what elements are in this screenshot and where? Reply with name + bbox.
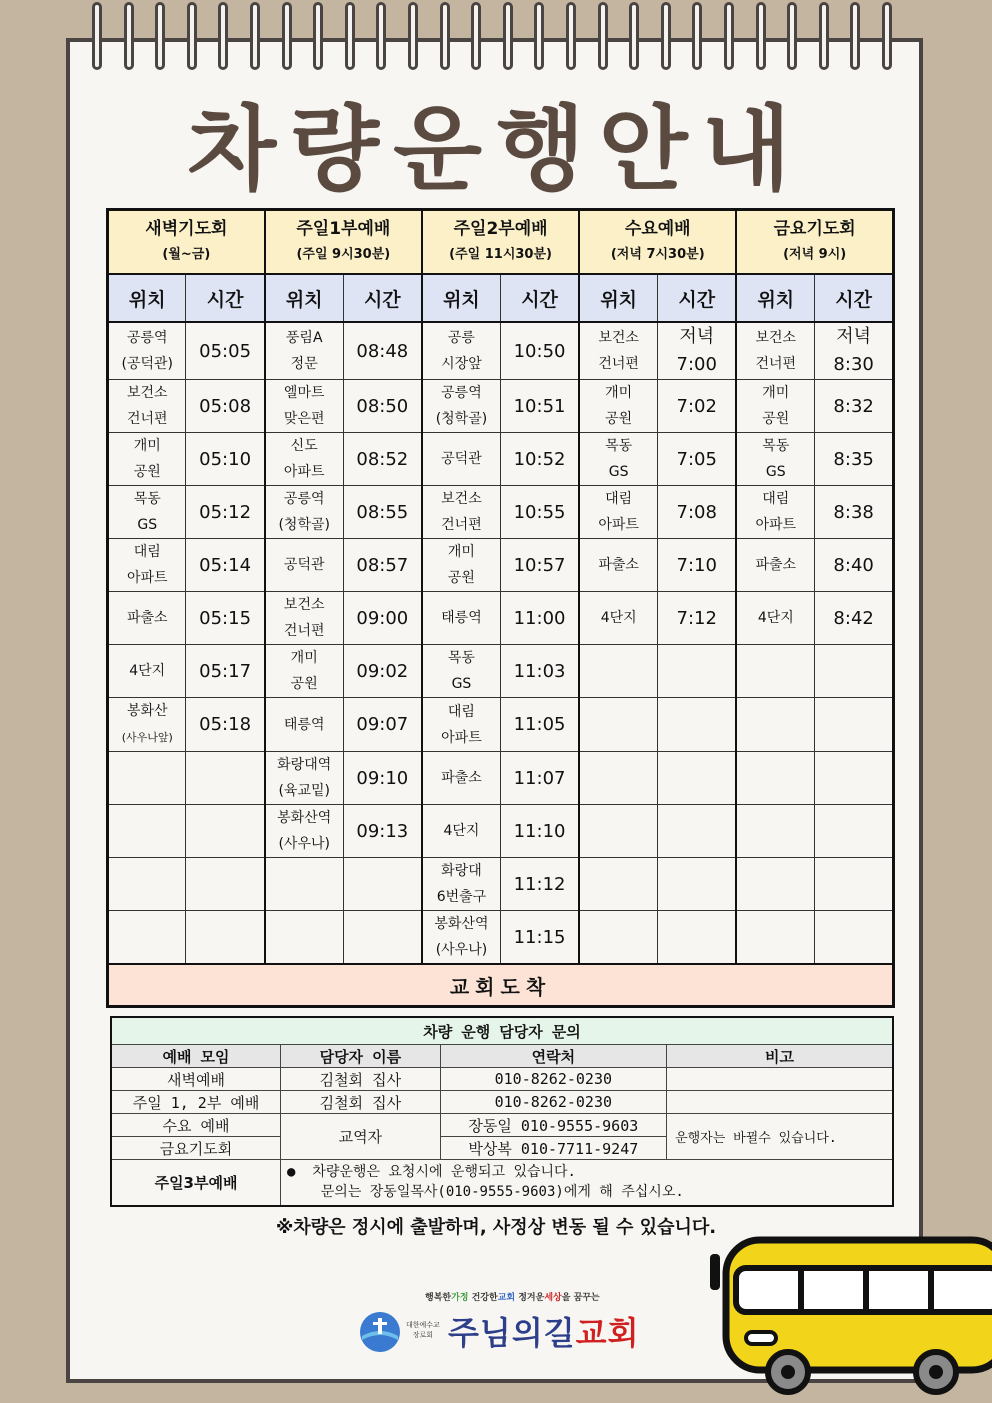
contact-service: 주일3부예배 (111, 1160, 281, 1206)
service-time: (주일 11시30분) (449, 247, 552, 262)
location-column-header: 위치 (108, 274, 186, 322)
stop-location: 목동 GS (108, 486, 186, 539)
stop-location: 봉화산역 (사우나) (422, 911, 500, 965)
binding-ring (566, 2, 576, 70)
contact-service: 금요기도회 (111, 1137, 281, 1160)
stop-time: 7:12 (658, 592, 737, 645)
driver-change-note: 운행자는 바뀔수 있습니다. (667, 1114, 893, 1160)
service-time: (저녁 7시30분) (610, 247, 705, 262)
stop-location (736, 805, 814, 858)
stop-location (579, 805, 657, 858)
schedule-table (106, 208, 895, 1008)
stop-time: 8:40 (815, 539, 894, 592)
binding-ring (819, 2, 829, 70)
stop-location: 파출소 (736, 539, 814, 592)
binding-ring (92, 2, 102, 70)
stop-time (343, 858, 422, 911)
stop-time: 8:35 (815, 433, 894, 486)
stop-time (658, 911, 737, 965)
stop-location: 공덕관 (265, 539, 343, 592)
footnote: ※차량은 정시에 출발하며, 사정상 변동 될 수 있습니다. (275, 1217, 717, 1238)
contact-title-row (111, 1017, 893, 1045)
stop-location: 엘마트 맞은편 (265, 380, 343, 433)
stop-location: 4단지 (422, 805, 500, 858)
service-header (422, 210, 579, 275)
stop-location: 목동 GS (579, 433, 657, 486)
contact-service: 새벽예배 (111, 1068, 281, 1091)
stop-location: 대림 아파트 (579, 486, 657, 539)
service-time: (주일 9시30분) (296, 247, 391, 262)
stop-location (265, 911, 343, 965)
bullet-icon: ● (287, 1164, 296, 1181)
contact-row (111, 1114, 893, 1137)
stop-time (343, 911, 422, 965)
stop-location: 보건소 건너편 (422, 486, 500, 539)
church-logo-icon (358, 1310, 402, 1354)
contact-row (111, 1091, 893, 1114)
stop-time: 8:38 (815, 486, 894, 539)
location-column-header: 위치 (579, 274, 657, 322)
church-slogan: 행복한가정 건강한교회 정겨운세상을 꿈꾸는 (425, 1293, 600, 1303)
stop-location (579, 911, 657, 965)
stop-location: 개미 공원 (108, 433, 186, 486)
contact-header-row (111, 1045, 893, 1068)
stop-time: 08:48 (343, 322, 422, 380)
binding-ring (313, 2, 323, 70)
stop-time: 09:13 (343, 805, 422, 858)
stop-location (108, 858, 186, 911)
stop-time: 05:18 (186, 698, 265, 752)
schedule-row (108, 433, 894, 486)
stop-location (736, 698, 814, 752)
binding-ring (534, 2, 544, 70)
contact-note (667, 1068, 893, 1091)
stop-time: 10:51 (500, 380, 579, 433)
stop-time: 7:08 (658, 486, 737, 539)
stop-time: 11:03 (500, 645, 579, 698)
contact-service: 주일 1, 2부 예배 (111, 1091, 281, 1114)
stop-location (736, 911, 814, 965)
stop-location: 목동 GS (422, 645, 500, 698)
stop-location (108, 752, 186, 805)
stop-time: 저녁 8:30 (815, 322, 894, 380)
service-header-row (108, 210, 894, 275)
contact-person: 교역자 (281, 1114, 441, 1160)
service-name: 주일1부예배 (296, 219, 391, 239)
stop-time: 05:10 (186, 433, 265, 486)
stop-location (736, 858, 814, 911)
stop-time: 8:32 (815, 380, 894, 433)
binding-ring (692, 2, 702, 70)
stop-location (736, 645, 814, 698)
stop-location: 대림 아파트 (422, 698, 500, 752)
stop-location: 보건소 건너편 (579, 322, 657, 380)
church-name: 주님의길교회 (448, 1314, 640, 1352)
bullet-line-2: 문의는 장동일목사(010-9555-9603)에게 해 주십시오. (320, 1184, 684, 1201)
time-column-header: 시간 (343, 274, 422, 322)
binding-ring (345, 2, 355, 70)
stop-location: 대림 아파트 (736, 486, 814, 539)
stop-location: 4단지 (579, 592, 657, 645)
service-time: (월~금) (162, 247, 211, 262)
stop-location: 개미 공원 (422, 539, 500, 592)
schedule-row (108, 322, 894, 380)
stop-time: 11:05 (500, 698, 579, 752)
binding-ring (282, 2, 292, 70)
contact-row (111, 1160, 893, 1206)
binding-ring (376, 2, 386, 70)
bullet-line-1: 차량운행은 요청시에 운행되고 있습니다. (312, 1164, 576, 1181)
binding-ring (724, 2, 734, 70)
stop-time (658, 858, 737, 911)
stop-time: 08:55 (343, 486, 422, 539)
service-header (579, 210, 736, 275)
stop-time: 08:50 (343, 380, 422, 433)
schedule-row (108, 911, 894, 965)
contact-table (110, 1016, 894, 1207)
stop-time (815, 645, 894, 698)
location-column-header: 위치 (265, 274, 343, 322)
stop-location: 보건소 건너편 (265, 592, 343, 645)
stop-time: 10:57 (500, 539, 579, 592)
stop-time: 09:07 (343, 698, 422, 752)
stop-time: 10:52 (500, 433, 579, 486)
stop-location (579, 858, 657, 911)
location-column-header: 위치 (736, 274, 814, 322)
time-column-header: 시간 (500, 274, 579, 322)
stop-location (265, 858, 343, 911)
stop-location: 4단지 (108, 645, 186, 698)
schedule-row (108, 805, 894, 858)
stop-location (736, 752, 814, 805)
service-name: 금요기도회 (773, 219, 856, 239)
stop-time: 05:15 (186, 592, 265, 645)
schedule-row (108, 645, 894, 698)
column-header-row (108, 274, 894, 322)
contact-header: 예배 모임 (111, 1045, 281, 1068)
church-branding (350, 1290, 650, 1360)
stop-time: 11:00 (500, 592, 579, 645)
stop-time: 10:50 (500, 322, 579, 380)
schedule-row (108, 752, 894, 805)
binding-ring (187, 2, 197, 70)
stop-time: 11:10 (500, 805, 579, 858)
contact-bullet-note (281, 1160, 893, 1206)
binding-ring (629, 2, 639, 70)
contact-phone: 박상복 010-7711-9247 (440, 1137, 666, 1160)
stop-time (658, 752, 737, 805)
stop-location: 풍림A 정문 (265, 322, 343, 380)
stop-location: 신도 아파트 (265, 433, 343, 486)
stop-location: 대림 아파트 (108, 539, 186, 592)
schedule-row (108, 539, 894, 592)
stop-location (108, 805, 186, 858)
stop-time (815, 698, 894, 752)
stop-time: 05:12 (186, 486, 265, 539)
stop-location: 파출소 (108, 592, 186, 645)
binding-ring (787, 2, 797, 70)
denomination: 대한예수교 장로회 (406, 1321, 440, 1339)
stop-location: 화랑대역 (육교밑) (265, 752, 343, 805)
stop-location: 개미 공원 (265, 645, 343, 698)
stop-time: 09:10 (343, 752, 422, 805)
time-column-header: 시간 (815, 274, 894, 322)
service-time: (저녁 9시) (783, 247, 847, 262)
stop-time (815, 911, 894, 965)
stop-location: 4단지 (736, 592, 814, 645)
stop-location: 개미 공원 (579, 380, 657, 433)
schedule-row (108, 858, 894, 911)
service-name: 수요예배 (624, 219, 691, 239)
contact-note (667, 1091, 893, 1114)
service-header (108, 210, 265, 275)
stop-time (186, 752, 265, 805)
stop-location: 화랑대 6번출구 (422, 858, 500, 911)
binding-ring (408, 2, 418, 70)
stop-time (658, 645, 737, 698)
stop-time: 05:17 (186, 645, 265, 698)
time-column-header: 시간 (186, 274, 265, 322)
arrival-row (108, 964, 894, 1007)
stop-time (658, 805, 737, 858)
stop-time: 7:05 (658, 433, 737, 486)
contact-person: 김철회 집사 (281, 1068, 441, 1091)
stop-location: 공릉역 (청학골) (265, 486, 343, 539)
stop-time: 11:12 (500, 858, 579, 911)
binding-ring (218, 2, 228, 70)
stop-time: 11:15 (500, 911, 579, 965)
page-title: 차량운행안내 (187, 96, 805, 203)
binding-ring (250, 2, 260, 70)
binding-ring (471, 2, 481, 70)
service-name: 주일2부예배 (453, 219, 548, 239)
stop-location: 공릉 시장앞 (422, 322, 500, 380)
stop-time (186, 805, 265, 858)
stop-location (108, 911, 186, 965)
stop-time: 09:02 (343, 645, 422, 698)
stop-time: 08:57 (343, 539, 422, 592)
contact-service: 수요 예배 (111, 1114, 281, 1137)
stop-time (186, 911, 265, 965)
location-column-header: 위치 (422, 274, 500, 322)
stop-location (579, 645, 657, 698)
contact-phone: 장동일 010-9555-9603 (440, 1114, 666, 1137)
contact-header: 담당자 이름 (281, 1045, 441, 1068)
stop-time: 05:08 (186, 380, 265, 433)
stop-time: 05:14 (186, 539, 265, 592)
contact-title: 차량 운행 담당자 문의 (111, 1017, 893, 1045)
stop-time: 10:55 (500, 486, 579, 539)
schedule-row (108, 698, 894, 752)
stop-location: 파출소 (579, 539, 657, 592)
binding-ring (882, 2, 892, 70)
stop-time: 7:10 (658, 539, 737, 592)
spiral-binding (92, 0, 912, 76)
contact-row (111, 1068, 893, 1091)
binding-ring (598, 2, 608, 70)
bus-icon (706, 1232, 992, 1403)
service-header (736, 210, 893, 275)
stop-time (815, 805, 894, 858)
time-column-header: 시간 (658, 274, 737, 322)
stop-location: 태릉역 (265, 698, 343, 752)
stop-location (579, 752, 657, 805)
binding-ring (440, 2, 450, 70)
stop-time (186, 858, 265, 911)
stop-location: 보건소 건너편 (108, 380, 186, 433)
stop-location: 목동 GS (736, 433, 814, 486)
stop-location (579, 698, 657, 752)
contact-phone: 010-8262-0230 (440, 1091, 666, 1114)
stop-location: 파출소 (422, 752, 500, 805)
stop-time: 11:07 (500, 752, 579, 805)
stop-location: 보건소 건너편 (736, 322, 814, 380)
stop-time: 08:52 (343, 433, 422, 486)
binding-ring (124, 2, 134, 70)
schedule-row (108, 486, 894, 539)
stop-location: 봉화산역 (사우나) (265, 805, 343, 858)
stop-location: 공덕관 (422, 433, 500, 486)
stop-time: 05:05 (186, 322, 265, 380)
stop-time: 09:00 (343, 592, 422, 645)
schedule-row (108, 380, 894, 433)
contact-phone: 010-8262-0230 (440, 1068, 666, 1091)
stop-location: 공릉역 (청학골) (422, 380, 500, 433)
stop-time: 저녁 7:00 (658, 322, 737, 380)
contact-header: 비고 (667, 1045, 893, 1068)
binding-ring (503, 2, 513, 70)
binding-ring (155, 2, 165, 70)
stop-time: 7:02 (658, 380, 737, 433)
arrival-label: 교회도착 (108, 964, 894, 1007)
binding-ring (756, 2, 766, 70)
contact-person: 김철회 집사 (281, 1091, 441, 1114)
stop-location: 공릉역 (공덕관) (108, 322, 186, 380)
stop-time (815, 858, 894, 911)
binding-ring (661, 2, 671, 70)
service-name: 새벽기도회 (145, 219, 228, 239)
stop-location: 봉화산 (사우나앞) (108, 698, 186, 752)
stop-time (658, 698, 737, 752)
schedule-row (108, 592, 894, 645)
contact-header: 연락처 (440, 1045, 666, 1068)
service-header (265, 210, 422, 275)
stop-location: 태릉역 (422, 592, 500, 645)
stop-time: 8:42 (815, 592, 894, 645)
stop-location: 개미 공원 (736, 380, 814, 433)
stop-time (815, 752, 894, 805)
binding-ring (850, 2, 860, 70)
